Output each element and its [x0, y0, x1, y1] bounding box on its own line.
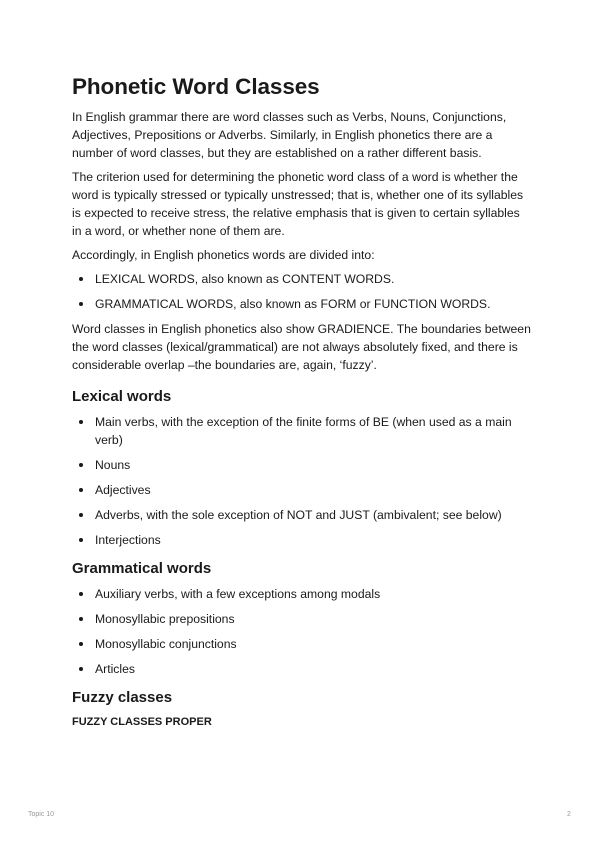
list-item: LEXICAL WORDS, also known as CONTENT WORDS. — [72, 270, 532, 288]
lexical-words-heading: Lexical words — [72, 388, 172, 405]
intro-paragraph-1: In English grammar there are word classes such as Verbs, Nouns, Conjunctions, Adjectives, Prepositions or Adverbs. Similarly, in English phonetics there are a number of word classes, but they are established on a rather different basis. — [72, 110, 507, 160]
page-title: Phonetic Word Classes — [72, 74, 320, 99]
lexical-words-list — [72, 413, 532, 549]
gradience-paragraph: Word classes in English phonetics also show GRADIENCE. The boundaries between the word classes (lexical/grammatical) are not always absolutely fixed, and there is considerable overlap –the boundaries are, again, ‘fuzzy’. — [72, 322, 531, 372]
grammatical-words-list — [72, 585, 532, 678]
fuzzy-classes-proper-subheading: FUZZY CLASSES PROPER — [72, 716, 212, 728]
intro-paragraph-2: The criterion used for determining the phonetic word class of a word is whether the word is typically stressed or typically unstressed; that is, whether one of its syllables is expected to receive stress, the relative emphasis that is given to certain syllables in a word, or whether none of them are. — [72, 170, 524, 238]
list-item: Interjections — [72, 531, 532, 549]
list-item: Monosyllabic prepositions — [72, 610, 532, 628]
list-item: Articles — [72, 660, 532, 678]
division-list — [72, 270, 532, 313]
intro-paragraph-3: Accordingly, in English phonetics words are divided into: — [72, 248, 375, 262]
list-item: Monosyllabic conjunctions — [72, 635, 532, 653]
page-number: 2 — [567, 811, 571, 818]
document-page — [72, 73, 532, 730]
list-item: Adjectives — [72, 481, 532, 499]
list-item: Auxiliary verbs, with a few exceptions among modals — [72, 585, 532, 603]
list-item: Nouns — [72, 456, 532, 474]
list-item: Main verbs, with the exception of the finite forms of BE (when used as a main verb) — [72, 413, 532, 449]
grammatical-words-heading: Grammatical words — [72, 560, 212, 577]
footer-topic: Topic 10 — [28, 811, 55, 818]
list-item: Adverbs, with the sole exception of NOT and JUST (ambivalent; see below) — [72, 506, 532, 524]
fuzzy-classes-heading: Fuzzy classes — [72, 689, 173, 706]
list-item: GRAMMATICAL WORDS, also known as FORM or FUNCTION WORDS. — [72, 295, 532, 313]
